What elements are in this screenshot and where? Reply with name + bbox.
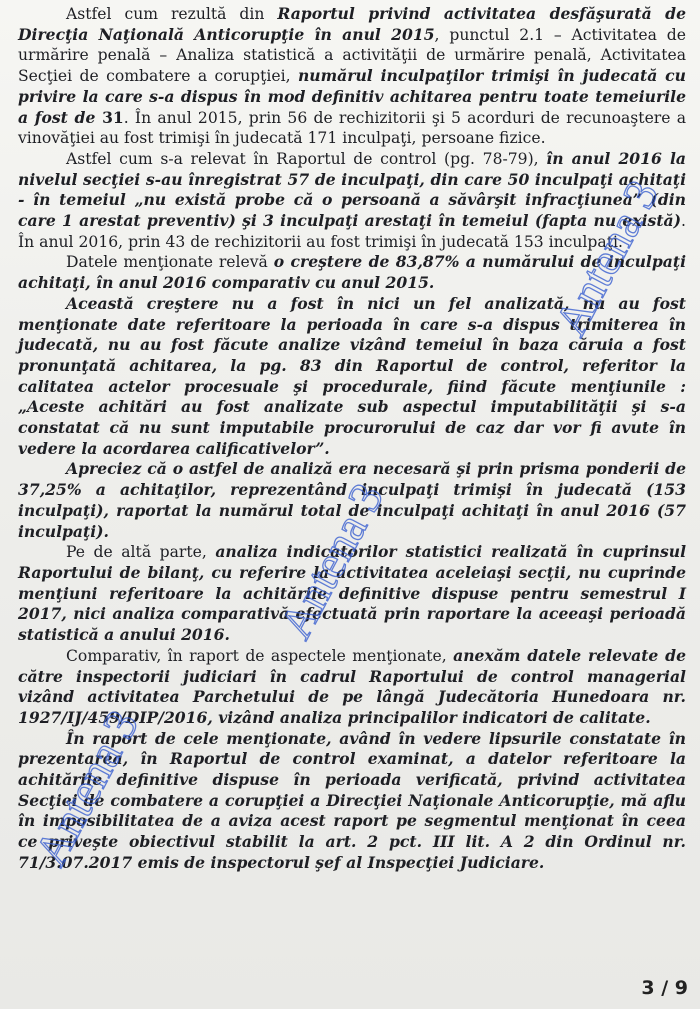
text-run: Pe de altă parte,	[66, 543, 216, 562]
text-run: Astfel cum s-a relevat în Raportul de control (pg. 78-79),	[66, 149, 547, 168]
watermark-text: Antena 3	[544, 171, 669, 344]
text-run: . În anul 2016, prin 43 de rechizitorii au fost trimişi în judecată 153 inculpaţi.	[18, 212, 686, 251]
text-run: În raport de cele menţionate, având în vedere lipsurile constatate în prezentarea, în Raportul de control examinat, a datelor referitoare la achitările definitive dispuse în perioada verificată, privind activitatea Secţiei de combatere a corupţiei a Direcţiei Naţionale Anticorupţie, mă aflu în imposibilitatea de a aviza acest raport pe segmentul menţionat în ceea ce priveşte obiectivul stabilit la art. 2 pct. III lit. A 2 din Ordinul nr. 71/3.07.2017 emis de inspectorul şef al Inspecţiei Judiciare.	[18, 728, 686, 872]
text-run: 31	[102, 107, 124, 127]
text-run: numărul inculpaţilor trimişi în judecată cu privire la care s-a dispus în mod definitiv achitarea pentru toate temeiurile a fost de	[18, 66, 686, 127]
text-run: . În anul 2015, prin 56 de rechizitorii şi 5 acorduri de recunoaştere a vinovăţiei au fost trimişi în judecată 171 inculpaţi, persoane fizice.	[18, 108, 686, 148]
text-run: analiza indicatorilor statistici realizată în cuprinsul Raportului de bilanţ, cu referire la activitatea aceleiaşi secţii, nu cuprinde menţiuni referitoare la achitările definitive dispuse pentru semestrul I 2017, nici analiza comparativă efectuată prin raportare la aceeaşi perioadă statistică a anului 2016.	[18, 542, 686, 645]
paragraph	[18, 729, 686, 874]
paragraph	[18, 294, 686, 460]
document-body	[18, 4, 686, 874]
paragraph	[18, 542, 686, 646]
text-run: Raportul privind activitatea desfăşurată de Direcţia Naţională Anticorupţie în anul 2015	[18, 4, 686, 44]
text-run: Astfel cum rezultă din	[66, 5, 278, 23]
text-run: Comparativ, în raport de aspectele menţionate,	[66, 646, 454, 665]
text-run: anexăm datele relevate de către inspectorii judiciari în cadrul Raportului de control managerial vizând activitatea Parchetului de pe lângă Judecătoria Hunedoara nr. 1927/IJ/459/DIP/2016, vizând analiza principalilor indicatori de calitate.	[18, 645, 686, 727]
watermark-text: Antena 3	[269, 474, 394, 647]
text-run: Această creştere nu a fost în nici un fel analizată, nu au fost menţionate date referitoare la perioada în care s-a dispus trimiterea în judecată, nu au fost făcute analize vizând temeiul în baza căruia a fost pronunţată achitarea, la pg. 83 din Raportul de control, referitor la calitatea actelor procesuale şi procedurale, fiind făcute menţiunile : „Aceste achitări au fost analizate sub aspectul imputabilităţii şi s-a constatat că nu sunt imputabile procurorului de caz dar vor fi avute în vedere la acordarea calificativelor”.	[18, 293, 686, 458]
watermark-text: Antena 3	[24, 701, 149, 874]
text-run: o creştere de 83,87% a numărului de inculpaţi achitaţi, în anul 2016 comparativ cu anul 2015.	[18, 252, 686, 293]
paragraph	[18, 252, 686, 293]
paragraph	[18, 646, 686, 729]
paragraph	[18, 459, 686, 542]
text-run: Apreciez că o astfel de analiză era necesară şi prin prisma ponderii de 37,25% a achitaţilor, reprezentând inculpaţi trimişi în judecată (153 inculpaţi), raportat la numărul total de inculpaţi achitaţi în anul 2016 (57 inculpaţi).	[18, 459, 686, 541]
paragraph	[18, 4, 686, 149]
paragraph	[18, 149, 686, 253]
page-number: 3 / 9	[641, 977, 688, 999]
text-run: în anul 2016 la nivelul secţiei s-au înregistrat 57 de inculpaţi, din care 50 inculpaţi achitaţi - în temeiul „nu există probe că o persoană a săvârşit infracţiunea” (din care 1 arestat preventiv) şi 3 inculpaţi arestaţi în temeiul (fapta nu există)	[18, 148, 686, 231]
text-run: Datele menţionate relevă	[66, 253, 274, 272]
text-run: , punctul 2.1 – Activitatea de urmărire penală – Analiza statistică a activităţii de urmărire penală, Activitatea Secţiei de combatere a corupţiei,	[18, 25, 686, 86]
